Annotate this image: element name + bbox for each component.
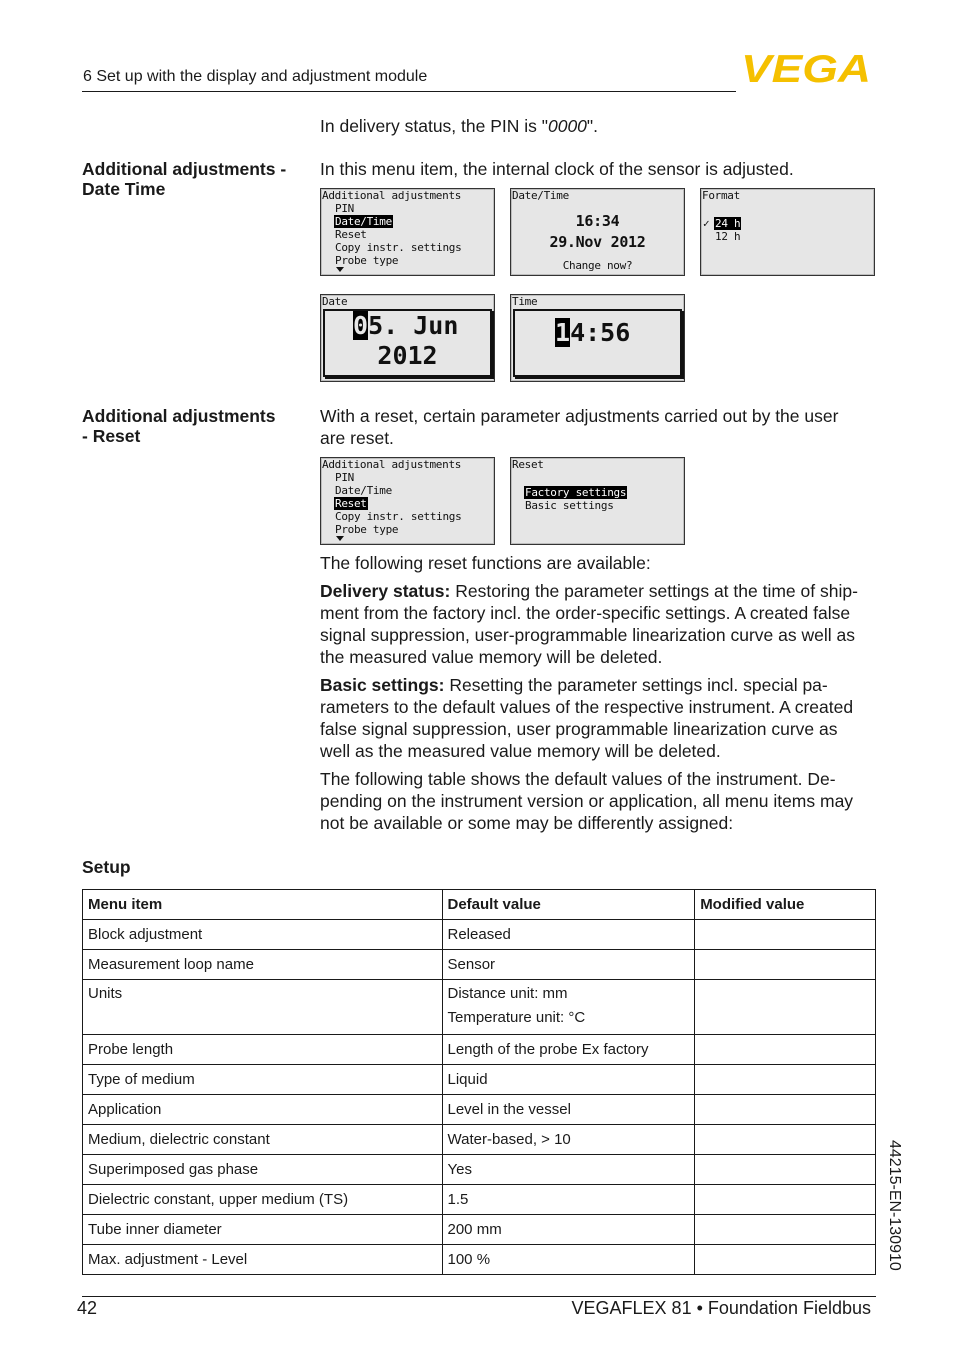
table-row (83, 1185, 876, 1215)
delivery-status-label: Delivery status: (320, 581, 451, 601)
side-title-line: Additional adjustments - (82, 159, 287, 179)
table-cell: Sensor (442, 950, 695, 980)
lcd-item-selected: Date/Time (335, 215, 392, 228)
side-title-date-time (82, 159, 286, 199)
text-line: are reset. (320, 428, 394, 448)
text-line: pending on the instrument version or application, all menu items may (320, 791, 854, 811)
table-row (83, 950, 876, 980)
lcd-time-value (555, 319, 630, 347)
edit-cursor: 0 (353, 311, 369, 340)
lcd-format (700, 188, 875, 276)
text-line: the measured value memory will be deleted. (320, 647, 663, 667)
setup-table (82, 889, 876, 1275)
side-title-line: Additional adjustments (82, 406, 276, 426)
table-cell (695, 920, 876, 950)
time-rest: 4:56 (570, 318, 631, 347)
column-header: Menu item (83, 890, 443, 920)
footer-rule (82, 1296, 876, 1297)
text-line: false signal suppression, user programmable linearization curve as (320, 719, 838, 739)
table-intro-paragraph (320, 768, 880, 834)
cell-line: Units (88, 985, 123, 1002)
table-cell (442, 980, 695, 1035)
table-cell: 200 mm (442, 1215, 695, 1245)
scroll-down-arrow-icon (336, 267, 344, 272)
table-cell (695, 1125, 876, 1155)
lcd-item: PIN (335, 471, 354, 484)
lcd-prompt: Change now? (562, 259, 633, 272)
table-cell: 100 % (442, 1245, 695, 1275)
table-row (83, 920, 876, 950)
cell-line: Temperature unit: °C (447, 1009, 586, 1026)
lcd-title: Additional adjustments (322, 189, 462, 202)
table-row (83, 1125, 876, 1155)
table-cell: Max. adjustment - Level (83, 1245, 443, 1275)
table-cell: Dielectric constant, upper medium (TS) (83, 1185, 443, 1215)
text-span: Resetting the parameter settings incl. special pa- (444, 675, 828, 695)
table-row (83, 980, 876, 1035)
table-row (83, 1215, 876, 1245)
table-row (83, 1095, 876, 1125)
lcd-title: Date (322, 295, 348, 308)
lcd-title: Time (512, 295, 538, 308)
lcd-option: 12 h (715, 230, 741, 243)
lcd-datetime (510, 188, 685, 276)
table-cell: Probe length (83, 1035, 443, 1065)
text-line: ment from the factory incl. the order-specific settings. A created false (320, 603, 851, 623)
lcd-title: Additional adjustments (322, 458, 462, 471)
table-cell: 1.5 (442, 1185, 695, 1215)
table-cell: Block adjustment (83, 920, 443, 950)
table-row (83, 1155, 876, 1185)
lcd-date-edit (320, 294, 495, 382)
table-cell (695, 1155, 876, 1185)
header-section-title: 6 Set up with the display and adjustment module (83, 68, 428, 85)
lcd-time-edit (510, 294, 685, 382)
lcd-item: Date/Time (335, 484, 392, 497)
reset-description (320, 405, 838, 449)
lcd-item: Probe type (335, 523, 399, 536)
lcd-title: Date/Time (512, 189, 569, 202)
table-cell (83, 980, 443, 1035)
text-line (320, 580, 880, 602)
header-rule (82, 91, 736, 92)
lcd-item: Copy instr. settings (335, 241, 462, 254)
text-line: With a reset, certain parameter adjustments carried out by the user (320, 406, 839, 426)
table-cell (695, 980, 876, 1035)
page-number: 42 (77, 1298, 98, 1318)
lcd-menu-datetime (320, 188, 495, 276)
table-cell: Tube inner diameter (83, 1215, 443, 1245)
lcd-item: PIN (335, 202, 354, 215)
cell-line: Distance unit: mm (447, 985, 568, 1002)
table-cell (695, 1185, 876, 1215)
basic-settings-label: Basic settings: (320, 675, 445, 695)
lcd-menu-reset (320, 457, 495, 545)
delivery-status-paragraph (320, 580, 880, 668)
table-cell (695, 950, 876, 980)
column-header: Default value (442, 890, 695, 920)
text-line: rameters to the default values of the respective instrument. A created (320, 697, 854, 717)
table-cell: Measurement loop name (83, 950, 443, 980)
table-cell: Yes (442, 1155, 695, 1185)
lcd-option-selected: Factory settings (525, 486, 627, 499)
lcd-option-selected: 24 h (715, 217, 741, 230)
text-line: The following table shows the default values of the instrument. De- (320, 769, 836, 789)
table-row (83, 1065, 876, 1095)
text-line (320, 674, 880, 696)
table-cell (695, 1095, 876, 1125)
side-title-line: Date Time (82, 179, 166, 199)
table-row (83, 1245, 876, 1275)
lcd-title: Format (702, 189, 740, 202)
lcd-reset-options (510, 457, 685, 545)
vega-logo (741, 52, 873, 84)
table-cell: Released (442, 920, 695, 950)
text-line: signal suppression, user-programmable linearization curve as well as (320, 625, 855, 645)
table-cell (695, 1215, 876, 1245)
table-cell: Application (83, 1095, 443, 1125)
lcd-item: Copy instr. settings (335, 510, 462, 523)
lcd-date-line2: 2012 (377, 341, 438, 370)
logo-text: VEGA (741, 52, 871, 84)
text-line: well as the measured value memory will be deleted. (320, 741, 721, 761)
pin-value: 0000 (547, 116, 587, 136)
table-cell (695, 1065, 876, 1095)
date-rest: 5. Jun (368, 311, 459, 340)
table-cell (695, 1245, 876, 1275)
lcd-item: Probe type (335, 254, 399, 267)
product-name: VEGAFLEX 81 • Foundation Fieldbus (571, 1298, 871, 1318)
text-line: not be available or some may be differently assigned: (320, 813, 734, 833)
table-cell: Length of the probe Ex factory (442, 1035, 695, 1065)
pin-prefix: In delivery status, the PIN is " (320, 116, 548, 136)
lcd-time: 16:34 (575, 212, 620, 230)
lcd-item: Reset (335, 228, 367, 241)
lcd-date-line1 (353, 312, 458, 340)
column-header: Modified value (695, 890, 876, 920)
setup-heading: Setup (82, 857, 131, 877)
date-time-description: In this menu item, the internal clock of the sensor is adjusted. (320, 159, 794, 179)
table-cell: Superimposed gas phase (83, 1155, 443, 1185)
text-span: Restoring the parameter settings at the time of ship- (450, 581, 858, 601)
lcd-item-selected: Reset (335, 497, 367, 510)
basic-settings-paragraph (320, 674, 880, 762)
table-row (83, 1035, 876, 1065)
document-id: 44215-EN-130910 (886, 1140, 903, 1271)
table-cell: Type of medium (83, 1065, 443, 1095)
check-icon: ✓ (703, 217, 710, 230)
lcd-option: Basic settings (525, 499, 614, 512)
side-title-reset (82, 406, 275, 446)
table-cell: Water-based, > 10 (442, 1125, 695, 1155)
edit-cursor: 1 (555, 318, 571, 347)
table-cell (695, 1035, 876, 1065)
scroll-down-arrow-icon (336, 536, 344, 541)
side-title-line: - Reset (82, 426, 141, 446)
lcd-date: 29.Nov 2012 (549, 233, 646, 251)
reset-available-text: The following reset functions are available: (320, 553, 651, 573)
table-header-row (83, 890, 876, 920)
table-cell: Level in the vessel (442, 1095, 695, 1125)
table-cell: Medium, dielectric constant (83, 1125, 443, 1155)
pin-sentence (320, 115, 598, 137)
table-cell: Liquid (442, 1065, 695, 1095)
lcd-title: Reset (512, 458, 544, 471)
pin-suffix: ". (586, 116, 598, 136)
